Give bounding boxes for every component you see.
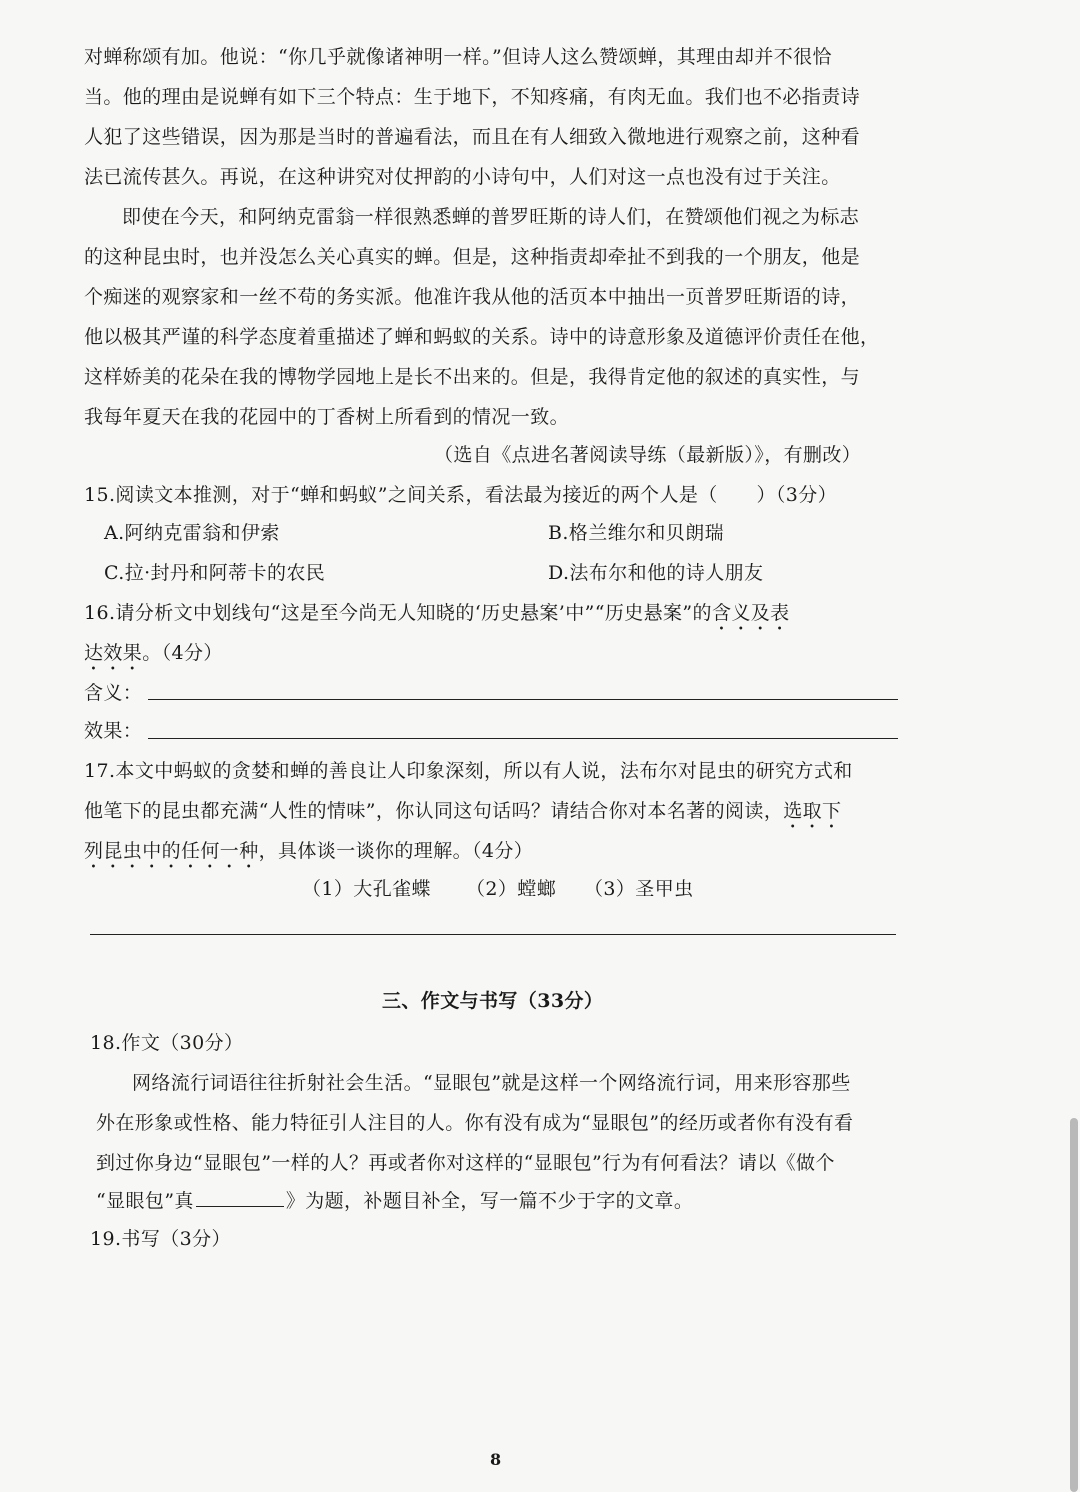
q15-option-c: C.拉·封丹和阿蒂卡的农民 bbox=[104, 562, 326, 584]
question-17-stem: 17.本文中蚂蚁的贪婪和蝉的善良让人印象深刻，所以有人说，法布尔对昆虫的研究方式和 bbox=[84, 760, 853, 782]
q17-choice-3: （3）圣甲虫 bbox=[584, 878, 694, 900]
q15-option-a: A.阿纳克雷翁和伊索 bbox=[104, 522, 280, 544]
q16-score: 。（4分） bbox=[142, 642, 223, 664]
q17-choice-1: （1）大孔雀蝶 bbox=[302, 878, 431, 900]
section-3-title: 三、作文与书写（33分） bbox=[382, 990, 604, 1012]
passage-line: 我每年夏天在我的花园中的丁香树上所看到的情况一致。 bbox=[84, 406, 570, 428]
q17-text: 他笔下的昆虫都充满“人性的情味”，你认同这句话吗？请结合你对本名著的阅读， bbox=[84, 800, 784, 822]
q16-emphasis-meaning: 含义及表 bbox=[711, 602, 790, 624]
q16-effect-label: 效果： bbox=[84, 720, 143, 742]
passage-line: 个痴迷的观察家和一丝不苟的务实派。他准许我从他的活页本中抽出一页普罗旺斯语的诗， bbox=[84, 286, 861, 308]
q17-emphasis-a: 选取下 bbox=[783, 800, 842, 822]
q15-option-b: B.格兰维尔和贝朗瑞 bbox=[548, 522, 725, 544]
question-18-label: 18.作文（30分） bbox=[90, 1032, 244, 1054]
q17-tail: ，具体谈一谈你的理解。（4分） bbox=[258, 840, 534, 862]
question-15-stem: 15.阅读文本推测，对于“蝉和蚂蚁”之间关系，看法最为接近的两个人是（ ）（3分） bbox=[84, 484, 838, 506]
q18-title-prefix: “显眼包”真 bbox=[96, 1190, 194, 1212]
passage-line: 人犯了这些错误，因为那是当时的普遍看法，而且在有人细致入微地进行观察之前，这种看 bbox=[84, 126, 861, 148]
passage-line: 对蝉称颂有加。他说：“你几乎就像诸神明一样。”但诗人这么赞颂蝉，其理由却并不很恰 bbox=[84, 46, 832, 68]
question-16-stem bbox=[84, 600, 790, 635]
q16-text: 16.请分析文中划线句“这是至今尚无人知晓的‘历史悬案’中”“历史悬案”的 bbox=[84, 602, 712, 624]
passage-line: 法已流传甚久。再说，在这种讲究对仗押韵的小诗句中，人们对这一点也没有过于关注。 bbox=[84, 166, 841, 188]
q18-prompt-line: 外在形象或性格、能力特征引人注目的人。你有没有成为“显眼包”的经历或者你有没有看 bbox=[96, 1112, 854, 1134]
q18-prompt-line: 到过你身边“显眼包”一样的人？再或者你对这样的“显眼包”行为有何看法？请以《做个 bbox=[96, 1152, 835, 1174]
question-16-stem-cont bbox=[84, 640, 223, 675]
question-19-label: 19.书写（3分） bbox=[90, 1228, 231, 1250]
scrollbar[interactable] bbox=[1070, 1118, 1078, 1492]
passage-line: 当。他的理由是说蝉有如下三个特点：生于地下，不知疼痛，有肉无血。我们也不必指责诗 bbox=[84, 86, 861, 108]
q16-effect-answer-line[interactable] bbox=[148, 738, 898, 739]
q16-meaning-label: 含义： bbox=[84, 682, 143, 704]
page-number: 8 bbox=[490, 1450, 502, 1469]
q17-emphasis-b: 列昆虫中的任何一种 bbox=[84, 840, 259, 862]
passage-line: 这样娇美的花朵在我的博物学园地上是长不出来的。但是，我得肯定他的叙述的真实性，与 bbox=[84, 366, 861, 388]
question-17-stem-cont bbox=[84, 798, 841, 833]
q18-prompt-last bbox=[96, 1188, 693, 1214]
q16-emphasis-effect: 达效果 bbox=[84, 642, 143, 664]
passage-line: 的这种昆虫时，也并没怎么关心真实的蝉。但是，这种指责却牵扯不到我的一个朋友，他是 bbox=[84, 246, 861, 268]
question-17-stem-end bbox=[84, 838, 533, 873]
q17-answer-line[interactable] bbox=[90, 934, 896, 935]
q17-choice-2: （2）螳螂 bbox=[466, 878, 557, 900]
q18-title-blank[interactable] bbox=[196, 1188, 284, 1207]
q16-meaning-answer-line[interactable] bbox=[148, 699, 898, 700]
passage-source: （选自《点进名著阅读导练（最新版）》，有删改） bbox=[434, 444, 862, 466]
q18-title-suffix: 》为题，补题目补全，写一篇不少于字的文章。 bbox=[285, 1190, 694, 1212]
passage-line: 即使在今天，和阿纳克雷翁一样很熟悉蝉的普罗旺斯的诗人们，在赞颂他们视之为标志 bbox=[122, 206, 860, 228]
q18-prompt-line: 网络流行词语往往折射社会生活。“显眼包”就是这样一个网络流行词，用来形容那些 bbox=[132, 1072, 851, 1094]
q15-option-d: D.法布尔和他的诗人朋友 bbox=[548, 562, 764, 584]
passage-line: 他以极其严谨的科学态度着重描述了蝉和蚂蚁的关系。诗中的诗意形象及道德评价责任在他， bbox=[84, 326, 880, 348]
